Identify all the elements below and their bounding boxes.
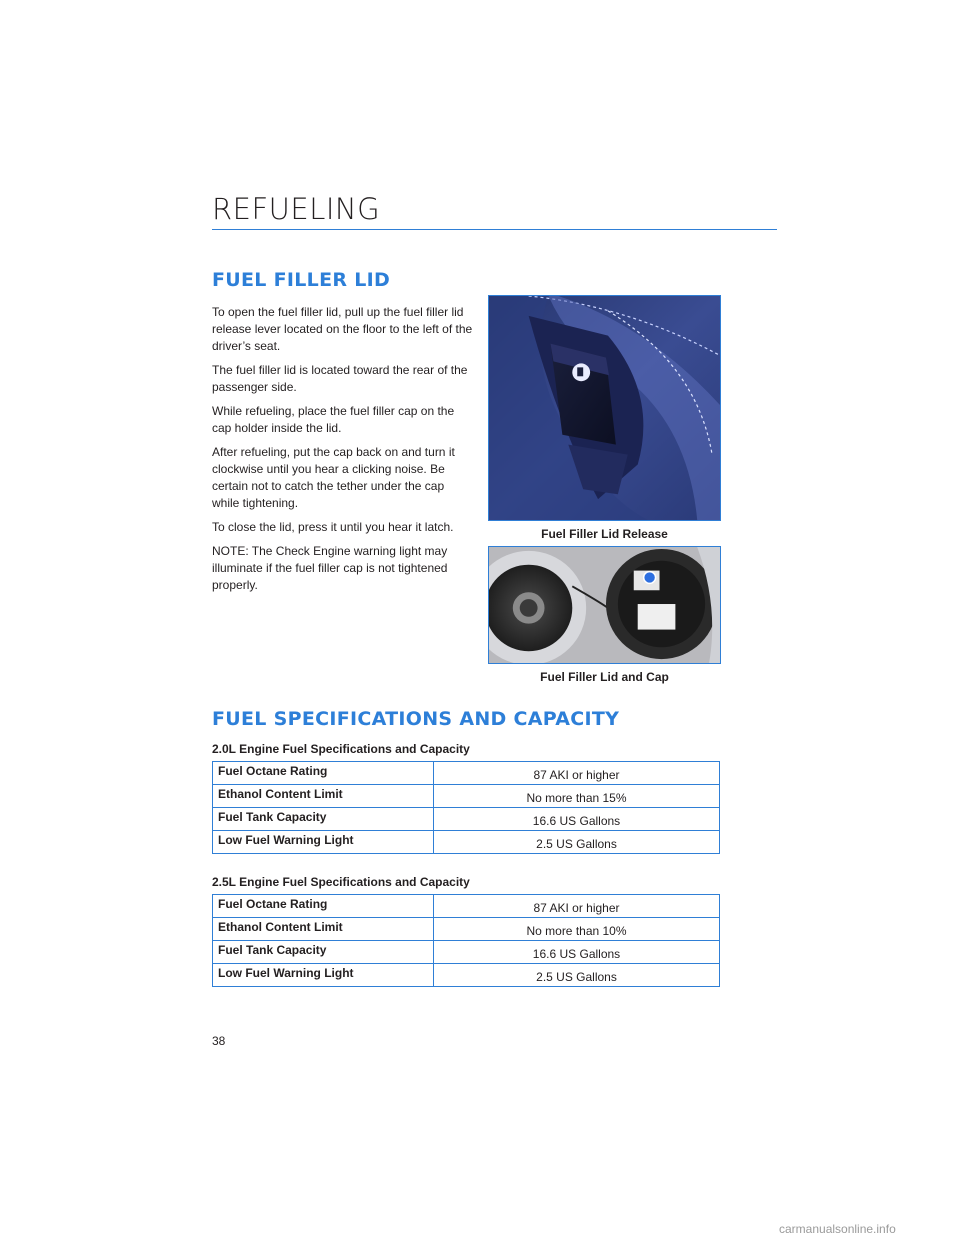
table-row [213, 831, 720, 854]
table-title-2-5l: 2.5L Engine Fuel Specifications and Capacity [212, 875, 470, 889]
spec-label: Fuel Tank Capacity [213, 808, 434, 831]
table-row [213, 895, 720, 918]
spec-label: Low Fuel Warning Light [213, 964, 434, 987]
table-row [213, 941, 720, 964]
spec-value: 87 AKI or higher [434, 762, 720, 785]
page-number: 38 [212, 1034, 226, 1048]
spec-table-2-5l [212, 894, 720, 987]
paragraph: After refueling, put the cap back on and turn it clockwise until you hear a clicking noise. Be certain not to catch the tether under the cap while tightening. [212, 445, 455, 510]
table-title-2-0l: 2.0L Engine Fuel Specifications and Capacity [212, 742, 470, 756]
spec-value: 87 AKI or higher [434, 895, 720, 918]
fuel-filler-lid-release-photo [488, 295, 721, 521]
paragraph: To open the fuel filler lid, pull up the fuel filler lid release lever located on the floor to the left of the driver’s seat. [212, 305, 473, 353]
section-rule [212, 229, 777, 230]
spec-value: 16.6 US Gallons [434, 941, 720, 964]
fuel-filler-heading: FUEL FILLER LID [212, 269, 391, 291]
spec-label: Low Fuel Warning Light [213, 831, 434, 854]
spec-table-2-0l [212, 761, 720, 854]
section-title: REFUELING [212, 192, 381, 226]
spec-label: Fuel Octane Rating [213, 895, 434, 918]
table-row [213, 762, 720, 785]
spec-value: No more than 15% [434, 785, 720, 808]
fuel-filler-body [212, 304, 474, 601]
spec-value: 16.6 US Gallons [434, 808, 720, 831]
callout-marker-icon [644, 572, 656, 584]
spec-value: 2.5 US Gallons [434, 831, 720, 854]
watermark-link[interactable]: carmanualsonline.info [779, 1222, 896, 1236]
fuel-filler-lid-and-cap-photo [488, 546, 721, 664]
paragraph: While refueling, place the fuel filler cap on the cap holder inside the lid. [212, 404, 455, 435]
paragraph: To close the lid, press it until you hear it latch. [212, 520, 454, 534]
table-row [213, 964, 720, 987]
table-row [213, 918, 720, 941]
fuel-specs-heading: FUEL SPECIFICATIONS AND CAPACITY [212, 708, 620, 730]
photo-caption: Fuel Filler Lid Release [541, 527, 668, 541]
note-paragraph: NOTE: The Check Engine warning light may illuminate if the fuel filler cap is not tightened properly. [212, 544, 448, 592]
photo-caption: Fuel Filler Lid and Cap [540, 670, 669, 684]
table-row [213, 808, 720, 831]
spec-label: Ethanol Content Limit [213, 785, 434, 808]
spec-label: Fuel Octane Rating [213, 762, 434, 785]
spec-value: No more than 10% [434, 918, 720, 941]
spec-value: 2.5 US Gallons [434, 964, 720, 987]
spec-label: Fuel Tank Capacity [213, 941, 434, 964]
spec-label: Ethanol Content Limit [213, 918, 434, 941]
paragraph: The fuel filler lid is located toward the rear of the passenger side. [212, 363, 468, 394]
table-row [213, 785, 720, 808]
